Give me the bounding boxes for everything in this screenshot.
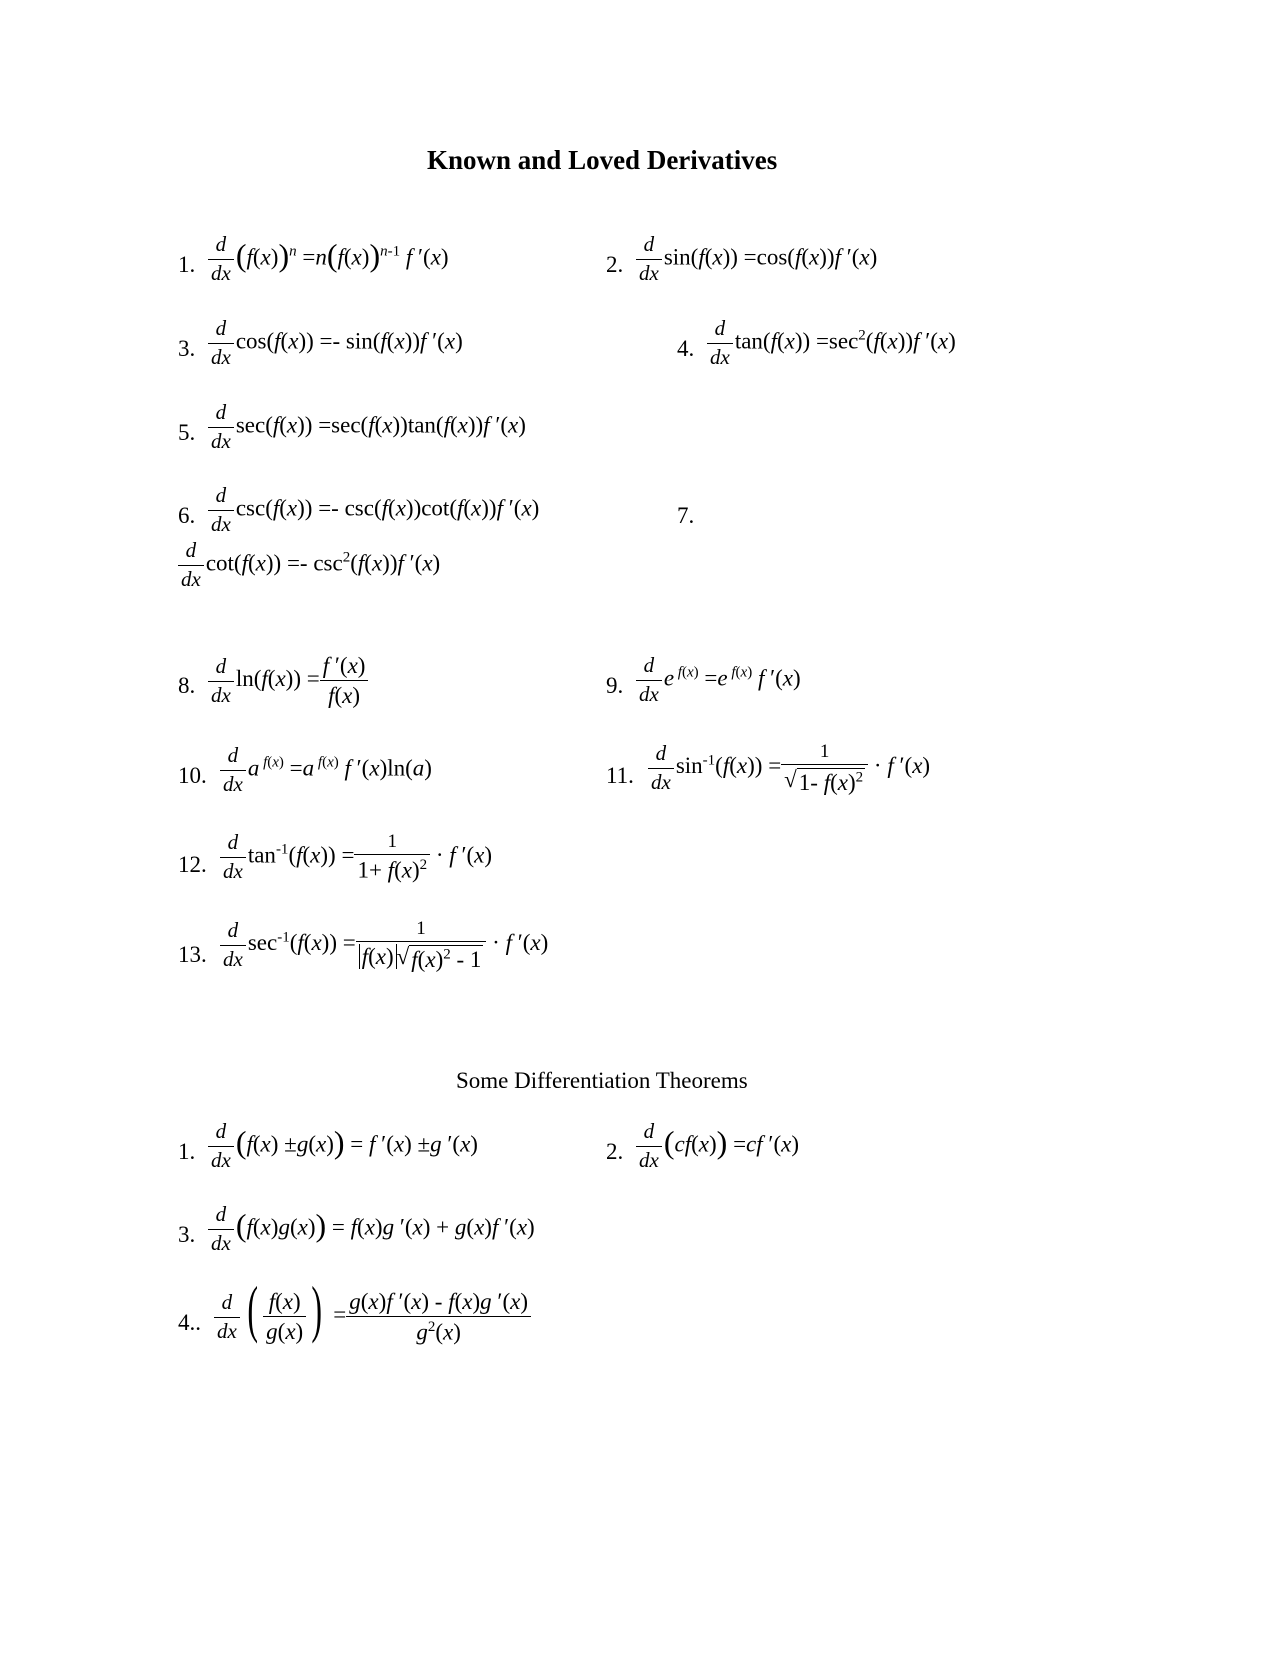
derivative-number: 12. xyxy=(178,852,207,877)
theorem-number: 4.. xyxy=(178,1310,201,1335)
derivative-number: 5. xyxy=(178,420,196,445)
derivative-number: 9. xyxy=(606,673,624,698)
theorem-formula: $\frac{d}{dx}$ (cf(x)) =cf ′(x) xyxy=(636,1121,799,1171)
derivative-formula: $\frac{d}{dx}$ $\tan^{-1}(f(x))$ = $\frac{1}{1+ f(x)^2}$ · f ′(x) xyxy=(220,832,492,882)
derivative-formula: $\frac{d}{dx}$ $\cot(f(x)) =- \csc^2(f(x))f$ ′(x) xyxy=(178,540,440,590)
theorem-formula: $\frac{d}{dx}$ ( $\frac{f(x)}{g(x)}$ ) = $\frac{g(x)f '(x) - f(x)g '(x)}{g^2(x)}$ xyxy=(214,1290,531,1344)
derivative-formula: $\frac{d}{dx}$ sin(f(x)) =cos(f(x))f ′(x) xyxy=(636,234,877,284)
theorem-formula: $\frac{d}{dx}$ (f(x) ±g(x)) = f ′(x) ±g ′(x) xyxy=(208,1121,478,1171)
derivative-number: 13. xyxy=(178,942,207,967)
derivative-formula: $\frac{d}{dx}$ ln(f(x)) = $\frac{f '(x)}{f(x)}$ xyxy=(208,654,368,707)
derivative-formula: $\frac{d}{dx}$ a $^{f(x)}$ =a $^{f(x)}$ f ′(x)ln(a) xyxy=(220,745,432,795)
derivative-formula: $\frac{d}{dx}$ $\sin^{-1}(f(x))$ = $\frac{1}{√1- f(x)^2}$ · f ′(x) xyxy=(648,742,930,794)
derivative-number: 8. xyxy=(178,673,196,698)
derivative-number: 10. xyxy=(178,763,207,788)
theorem-number: 1. xyxy=(178,1139,196,1164)
derivative-formula: $\frac{d}{dx}$ sec(f(x)) =sec(f(x))tan(f(x))f ′(x) xyxy=(208,402,526,452)
derivative-number: 2. xyxy=(606,252,624,277)
derivative-number: 11. xyxy=(606,763,634,788)
page-title: Known and Loved Derivatives xyxy=(427,145,778,175)
theorem-number: 2. xyxy=(606,1139,624,1164)
derivative-formula: $\frac{d}{dx}$ $(f(x))^n =n(f(x))^{n-1}$ f ′(x) xyxy=(208,234,449,284)
theorem-formula: $\frac{d}{dx}$ (f(x)g(x)) = f(x)g ′(x) + g(x)f ′(x) xyxy=(208,1204,535,1254)
theorem-number: 3. xyxy=(178,1222,196,1247)
derivative-number: 1. xyxy=(178,252,196,277)
derivative-number: 3. xyxy=(178,336,196,361)
derivative-formula: $\frac{d}{dx}$ e $^{f(x)}$ =e $^{f(x)}$ f ′(x) xyxy=(636,655,801,705)
derivative-number: 7. xyxy=(677,503,695,528)
derivative-formula: $\frac{d}{dx}$ $\tan(f(x)) =\sec^2(f(x))f$ ′(x) xyxy=(707,318,956,368)
section-heading: Some Differentiation Theorems xyxy=(456,1068,748,1093)
derivative-formula: $\frac{d}{dx}$ $\sec^{-1}(f(x))$ = $\frac{1}{f(x) √f(x)^2 - 1}$ · f ′(x) xyxy=(220,919,548,971)
derivative-number: 4. xyxy=(677,336,695,361)
derivative-number: 6. xyxy=(178,503,196,528)
derivative-formula: $\frac{d}{dx}$ csc(f(x)) =- csc(f(x))cot(f(x))f ′(x) xyxy=(208,485,539,535)
derivative-formula: $\frac{d}{dx}$ cos(f(x)) =- sin(f(x))f ′(x) xyxy=(208,318,463,368)
